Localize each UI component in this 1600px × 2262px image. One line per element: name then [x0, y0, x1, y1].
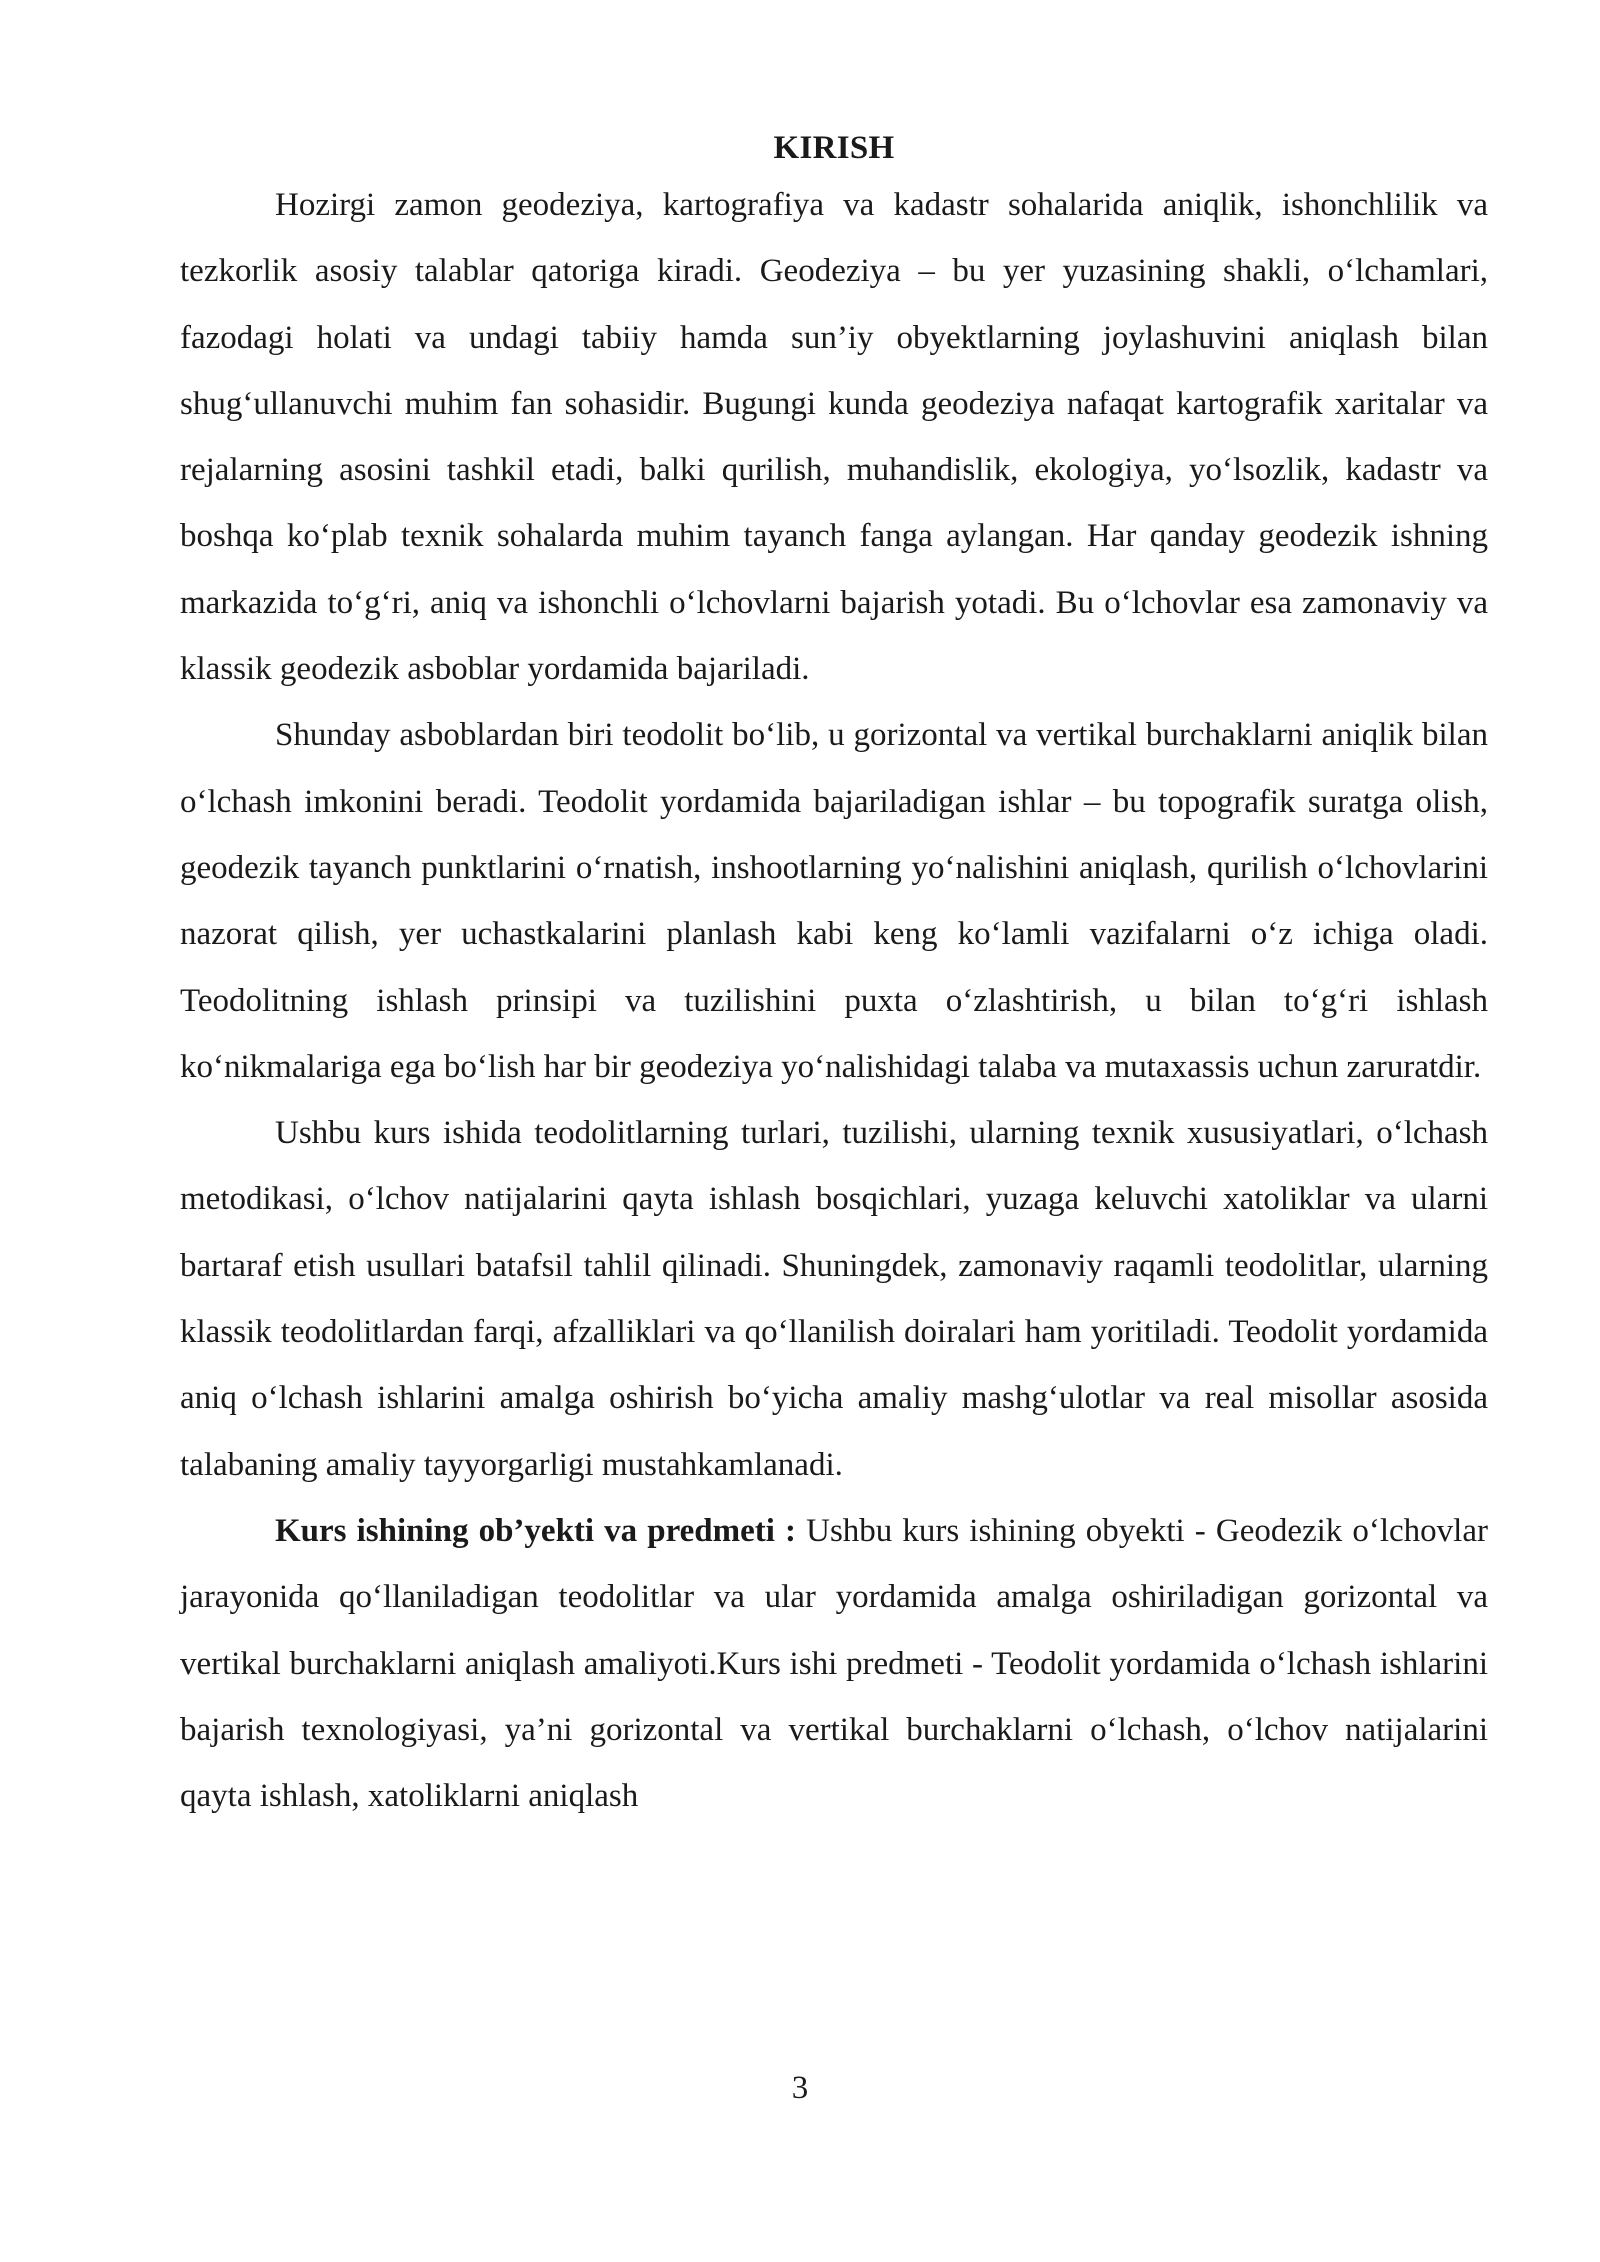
- page-title: KIRISH: [773, 130, 895, 166]
- paragraph-course-work-text: Ushbu kurs ishida teodolitlarning turlari, tuzilishi, ularning texnik xususiyatlari, o‘lchash metodikasi, o‘lchov natijalarini qayta ishlash bosqichlari, yuzaga keluvchi xatoliklar va ularni bartaraf etish usullari batafsil tahlil qilinadi. Shuningdek, zamonaviy raqamli teodolitlar, ularning klassik teodolitlardan farqi, afzalliklari va qo‘llanilish doiralari ham yoritiladi. Teodolit yordamida aniq o‘lchash ishlarini amalga oshirish bo‘yicha amaliy mashg‘ulotlar va real misollar asosida talabaning amaliy tayyorgarligi mustahkamlanadi.: [180, 1115, 1488, 1483]
- paragraph-theodolite-text: Shunday asboblardan biri teodolit bo‘lib, u gorizontal va vertikal burchaklarni aniqlik bilan o‘lchash imkonini beradi. Teodolit yordamida bajariladigan ishlar – bu topografik suratga olish, geodezik tayanch punktlarini o‘rnatish, inshootlarning yo‘nalishini aniqlash, qurilish o‘lchovlarini nazorat qilish, yer uchastkalarini planlash kabi keng ko‘lamli vazifalarni o‘z ichiga oladi. Teodolitning ishlash prinsipi va tuzilishini puxta o‘zlashtirish, u bilan to‘g‘ri ishlash ko‘nikmalariga ega bo‘lish har bir geodeziya yo‘nalishidagi talaba va mutaxassis uchun zaruratdir.: [180, 717, 1488, 1085]
- paragraph-object-subject-text: Ushbu kurs ishining obyekti - Geodezik o‘lchovlar jarayonida qo‘llaniladigan teodolitlar va ular yordamida amalga oshiriladigan gorizontal va vertikal burchaklarni aniqlash amaliyoti.Kurs ishi predmeti - Teodolit yordamida o‘lchash ishlarini bajarish texnologiyasi, ya’ni gorizontal va vertikal burchaklarni o‘lchash, o‘lchov natijalarini qayta ishlash, xatoliklarni aniqlash: [180, 1512, 1488, 1815]
- paragraph-intro-text: Hozirgi zamon geodeziya, kartografiya va kadastr sohalarida aniqlik, ishonchlilik va tezkorlik asosiy talablar qatoriga kiradi. Geodeziya – bu yer yuzasining shakli, o‘lchamlari, fazodagi holati va undagi tabiiy hamda sun’iy obyektlarning joylashuvini aniqlash bilan shug‘ullanuvchi muhim fan sohasidir. Bugungi kunda geodeziya nafaqat kartografik xaritalar va rejalarning asosini tashkil etadi, balki qurilish, muhandislik, ekologiya, yo‘lsozlik, kadastr va boshqa ko‘plab texnik sohalarda muhim tayanch fanga aylangan. Har qanday geodezik ishning markazida to‘g‘ri, aniq va ishonchli o‘lchovlarni bajarish yotadi. Bu o‘lchovlar esa zamonaviy va klassik geodezik asboblar yordamida bajariladi.: [180, 187, 1488, 688]
- paragraph-object-subject-lead: Kurs ishining ob’yekti va predmeti :: [275, 1512, 797, 1549]
- page-number: 3: [791, 2070, 809, 2106]
- paragraph-theodolite: [180, 702, 1488, 1100]
- paragraph-object-subject: [180, 1498, 1488, 1829]
- paragraph-intro: [180, 172, 1488, 702]
- paragraph-course-work: [180, 1100, 1488, 1498]
- page-content: [180, 128, 1488, 1829]
